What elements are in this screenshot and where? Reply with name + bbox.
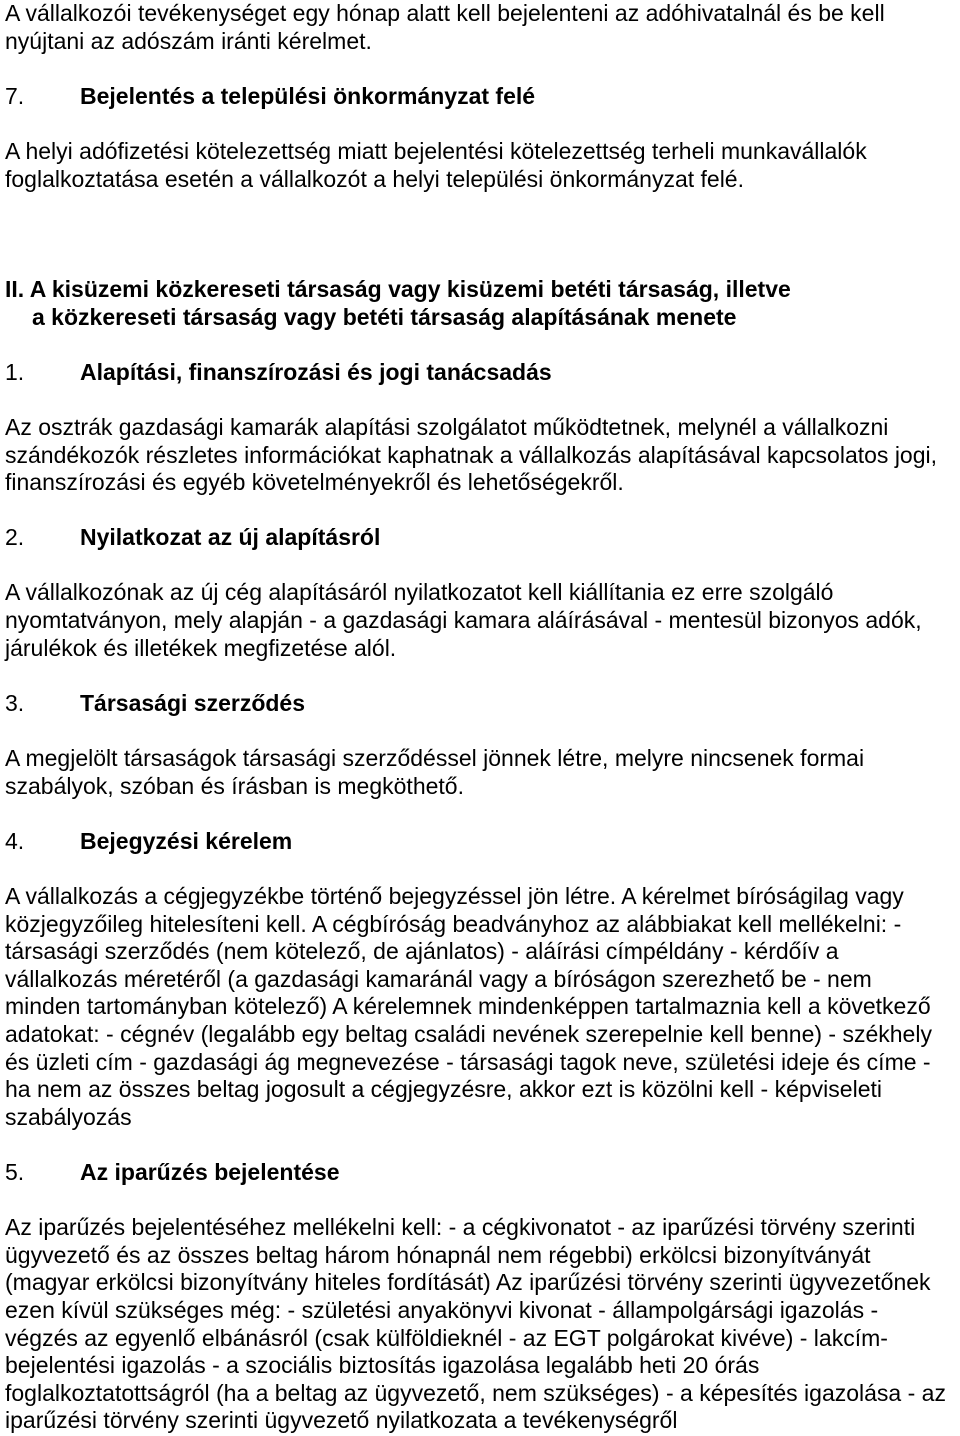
step-2-paragraph <box>5 579 960 662</box>
paragraph-line: társasági szerződés (nem kötelező, de ajánlatos) - aláírási címpéldány - kérdőív a <box>5 938 839 965</box>
paragraph-line: A vállalkozói tevékenységet egy hónap alatt kell bejelenteni az adóhivatalnál és be kell <box>5 0 885 26</box>
paragraph-line: bejelentési igazolás - a szociális biztosítás igazolása legalább heti 20 órás <box>5 1352 760 1379</box>
step-title: Bejegyzési kérelem <box>80 827 293 854</box>
section-number: 7. <box>5 82 25 109</box>
step-title: Alapítási, finanszírozási és jogi tanácsadás <box>80 358 552 385</box>
paragraph-line: A helyi adófizetési kötelezettség miatt bejelentési kötelezettség terheli munkavállalók <box>5 137 867 164</box>
paragraph-line: szabályok, szóban és írásban is megköthető. <box>5 772 464 799</box>
step-title: Társasági szerződés <box>80 689 306 716</box>
step-number: 5. <box>5 1158 25 1185</box>
section-7-paragraph <box>5 138 960 193</box>
paragraph-line: finanszírozási és egyéb követelményekről és lehetőségekről. <box>5 469 624 496</box>
paragraph-line: A megjelölt társaságok társasági szerződéssel jönnek létre, melyre nincsenek formai <box>5 745 865 772</box>
paragraph-line: minden tartományban kötelező) A kérelemnek mindenképpen tartalmaznia kell a következő <box>5 993 931 1020</box>
paragraph-line: iparűzési törvény szerinti ügyvezető nyilatkozata a tevékenységről <box>5 1407 678 1434</box>
step-5-heading <box>5 1159 960 1187</box>
step-number: 2. <box>5 524 25 551</box>
paragraph-line: nyújtani az adószám iránti kérelmet. <box>5 27 372 54</box>
paragraph-line: közjegyzőileg hitelesíteni kell. A cégbíróság beadványhoz az alábbiakat kell mellékelni: - <box>5 910 902 937</box>
step-5-paragraph <box>5 1214 960 1435</box>
step-title: Nyilatkozat az új alapításról <box>80 524 381 551</box>
paragraph-line: vállalkozás méretéről (a gazdasági kamaránál vagy a bíróságon szerezhető be - nem <box>5 965 872 992</box>
paragraph-line: Az iparűzés bejelentéséhez mellékelni kell: - a cégkivonatot - az iparűzési törvény szerinti <box>5 1214 916 1241</box>
paragraph-line: (magyar erkölcsi bizonyítvány hiteles fordítását) Az iparűzési törvény szerinti ügyvezetőnek <box>5 1269 931 1296</box>
part-title-line: a közkereseti társaság vagy betéti társaság alapításának menete <box>32 303 737 330</box>
paragraph-line: ezen kívül szükséges még: - születési anyakönyvi kivonat - állampolgársági igazolás - <box>5 1296 879 1323</box>
paragraph-line: szándékozók részletes információkat kaphatnak a vállalkozás alapításával kapcsolatos jogi, <box>5 441 938 468</box>
paragraph-line: foglalkoztatása esetén a vállalkozót a helyi települési önkormányzat felé. <box>5 165 744 192</box>
paragraph-line: járulékok és illetékek megfizetése alól. <box>5 634 397 661</box>
paragraph-line: ha nem az összes beltag jogosult a cégjegyzésre, akkor ezt is közölni kell - képviseleti <box>5 1076 882 1103</box>
step-2-heading <box>5 524 960 552</box>
paragraph-line: végzés az egyenlő elbánásról (csak külföldieknél - az EGT polgárokat kivéve) - lakcím- <box>5 1324 888 1351</box>
section-title: Bejelentés a települési önkormányzat felé <box>80 82 536 109</box>
paragraph-line: adatokat: - cégnév (legalább egy beltag családi nevének szerepelnie kell benne) - székhely <box>5 1020 932 1047</box>
paragraph-line: A vállalkozás a cégjegyzékbe történő bejegyzéssel jön létre. A kérelmet bíróságilag vagy <box>5 883 904 910</box>
step-4-heading <box>5 828 960 856</box>
paragraph-line: ügyvezető és az összes beltag három hónapnál nem régebbi) erkölcsi bizonyítványát <box>5 1241 871 1268</box>
section-7-heading <box>5 83 960 111</box>
paragraph-line: szabályozás <box>5 1103 132 1130</box>
step-3-paragraph <box>5 745 960 800</box>
paragraph-line: és üzleti cím - gazdasági ág megnevezése - társasági tagok neve, születési ideje és címe - <box>5 1048 931 1075</box>
paragraph-line: A vállalkozónak az új cég alapításáról nyilatkozatot kell kiállítania ez erre szolgáló <box>5 579 834 606</box>
part-2-title <box>5 276 960 331</box>
part-title-line: II. A kisüzemi közkereseti társaság vagy kisüzemi betéti társaság, illetve <box>5 275 791 302</box>
paragraph-line: foglalkoztatottságról (ha a beltag az ügyvezető, nem szükséges) - a képesítés igazolása - az <box>5 1379 946 1406</box>
paragraph-line: nyomtatványon, mely alapján - a gazdasági kamara aláírásával - mentesül bizonyos adók, <box>5 607 922 634</box>
step-3-heading <box>5 690 960 718</box>
step-4-paragraph <box>5 883 960 1131</box>
intro-paragraph <box>5 0 960 55</box>
step-title: Az iparűzés bejelentése <box>80 1158 340 1185</box>
step-number: 1. <box>5 358 25 385</box>
step-number: 3. <box>5 689 25 716</box>
step-1-heading <box>5 359 960 387</box>
paragraph-line: Az osztrák gazdasági kamarák alapítási szolgálatot működtetnek, melynél a vállalkozni <box>5 413 889 440</box>
step-number: 4. <box>5 827 25 854</box>
step-1-paragraph <box>5 414 960 497</box>
